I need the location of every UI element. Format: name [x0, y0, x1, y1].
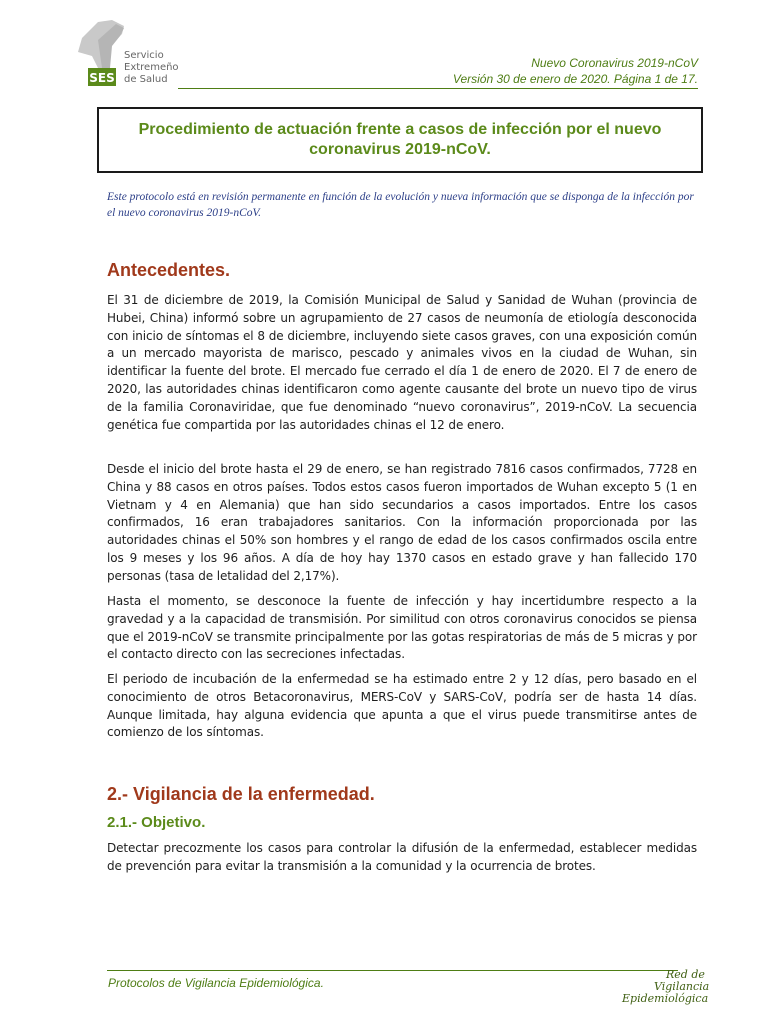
paragraph: Desde el inicio del brote hasta el 29 de enero, se han registrado 7816 casos confirmados, 7728 en China y 88 casos en otros países. Todos estos casos fueron importados de Wuhan excepto 5 (1 en Vietnam y 4 en Alemania) que han sido secundarios a casos importados. Entre los casos confirmados, 16 eran trabajadores sanitarios. Con la información proporcionada por las autoridades chinas el 50% son hombres y el rango de edad de los casos confirmados oscila entre los 9 meses y los 96 años. A día de hoy hay 1370 casos en estado grave y han fallecido 170 personas (tasa de letalidad del 2,17%). [107, 462, 697, 583]
logo-name [124, 50, 179, 86]
revision-note: Este protocolo está en revisión permanente en función de la evolución y nueva información que se disponga de la infección por el nuevo coronavirus 2019-nCoV. [107, 191, 694, 219]
paragraph: El 31 de diciembre de 2019, la Comisión Municipal de Salud y Sanidad de Wuhan (provincia de Hubei, China) informó sobre un agrupamiento de 27 casos de neumonía de etiología desconocida con inicio de síntomas el 8 de diciembre, incluyendo siete casos graves, con una exposición común a un mercado mayorista de marisco, pescado y animales vivos en la ciudad de Wuhan, sin identificar la fuente del brote. El mercado fue cerrado el día 1 de enero de 2020. El 7 de enero de 2020, las autoridades chinas identificaron como agente causante del brote un nuevo tipo de virus de la familia Coronaviridae, que fue denominado “nuevo coronavirus”, 2019-nCoV. La secuencia genética fue compartida por las autoridades chinas el 12 de enero. [107, 293, 697, 432]
footer-logo-line: Epidemiológica [622, 992, 709, 1005]
section-heading: Antecedentes. [107, 260, 231, 280]
header-version: Versión 30 de enero de 2020. Página 1 de 17. [452, 72, 698, 86]
section-antecedentes [107, 260, 697, 281]
section-vigilancia [107, 784, 697, 805]
footer-logo-line: Vigilancia [654, 980, 710, 993]
red-vigilancia-logo [620, 968, 720, 1008]
footer-text: Protocolos de Vigilancia Epidemiológica. [108, 976, 324, 990]
footer-divider [107, 970, 678, 971]
logo-abbr: SES [89, 71, 115, 85]
header-info [453, 55, 698, 87]
title-box [97, 107, 703, 173]
header-divider [178, 88, 698, 89]
logo-line: de Salud [124, 74, 168, 85]
document-title: Procedimiento de actuación frente a casos de infección por el nuevo coronavirus 2019-nCoV. [138, 121, 662, 158]
header-doc-title: Nuevo Coronavirus 2019-nCoV [531, 56, 698, 70]
logo-line: Extremeño [124, 62, 179, 73]
subsection-heading: 2.1.- Objetivo. [107, 814, 206, 831]
footer-logo-line: Red de [666, 968, 705, 981]
paragraph: Detectar precozmente los casos para controlar la difusión de la enfermedad, establecer medidas de prevención para evitar la transmisión a la comunidad y la ocurrencia de brotes. [107, 841, 697, 873]
subsection-objetivo [107, 814, 697, 831]
section-heading: 2.- Vigilancia de la enfermedad. [107, 784, 375, 804]
paragraph: Hasta el momento, se desconoce la fuente de infección y hay incertidumbre respecto a la gravedad y a la capacidad de transmisión. Por similitud con otros coronavirus conocidos se piensa que el 2019-nCoV se transmite principalmente por las gotas respiratorias de más de 5 micras y por el contacto directo con las secreciones infectadas. [107, 594, 697, 662]
logo-line: Servicio [124, 50, 164, 61]
paragraph: El periodo de incubación de la enfermedad se ha estimado entre 2 y 12 días, pero basado en el conocimiento de otros Betacoronavirus, MERS-CoV y SARS-CoV, podría ser de hasta 14 días. Aunque limitada, hay alguna evidencia que apunta a que el virus puede transmitirse antes de comienzo de los síntomas. [107, 672, 697, 740]
